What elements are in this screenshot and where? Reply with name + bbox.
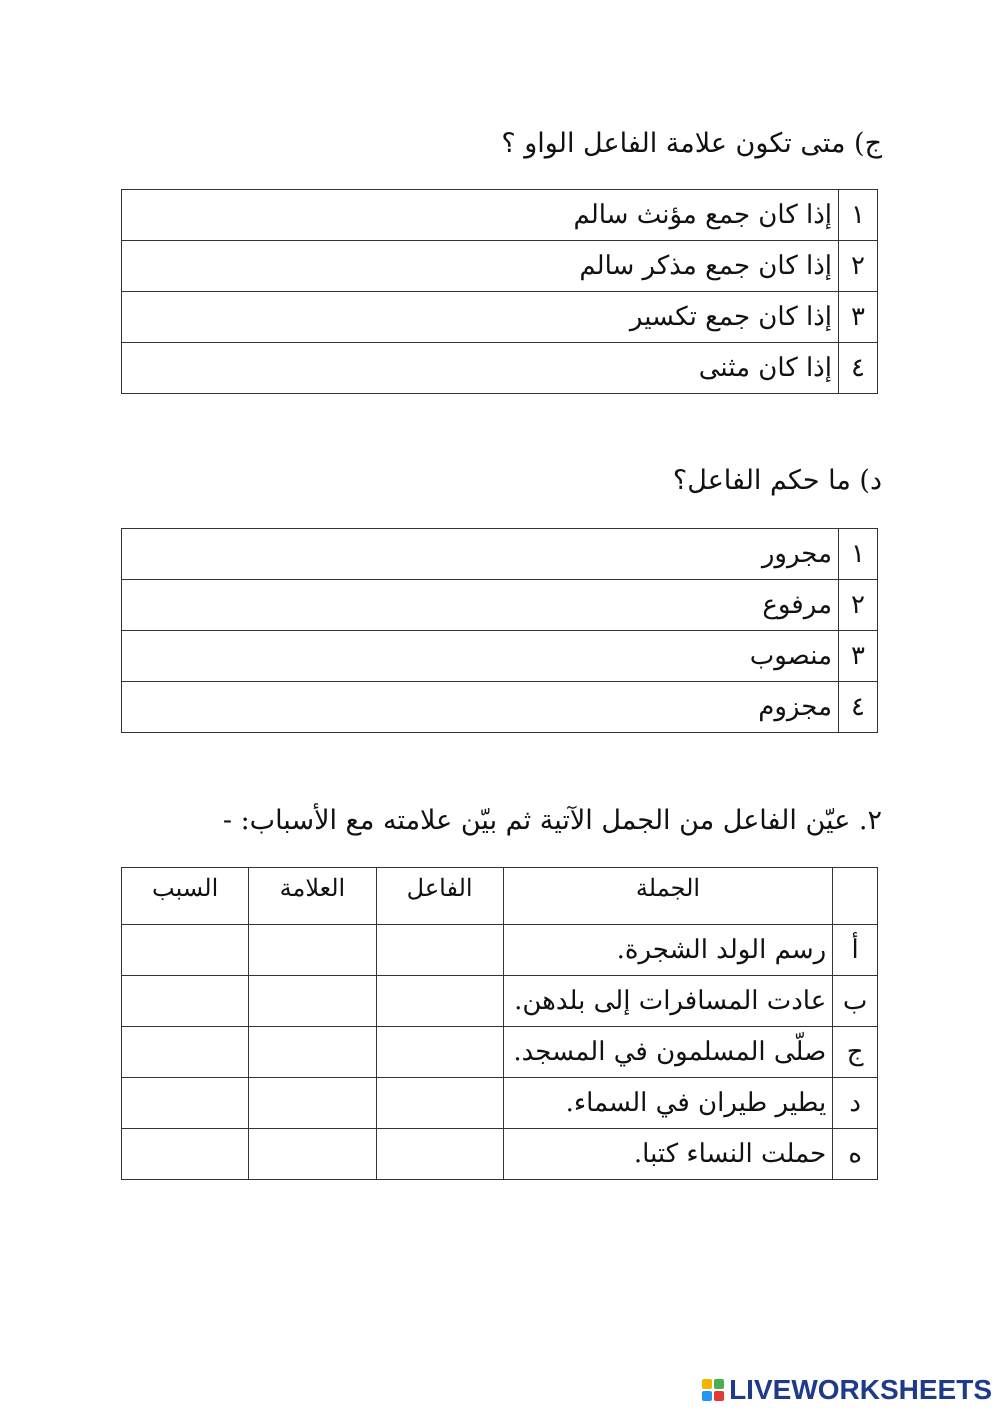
sign-answer-cell[interactable] (249, 976, 376, 1027)
row-letter: ه (833, 1129, 878, 1180)
header-sentence: الجملة (503, 868, 832, 925)
option-row[interactable] (122, 190, 878, 241)
row-letter: أ (833, 925, 878, 976)
sign-answer-cell[interactable] (249, 925, 376, 976)
question-c-options (121, 189, 878, 394)
option-text[interactable]: إذا كان جمع تكسير (122, 292, 839, 343)
reason-answer-cell[interactable] (122, 1078, 249, 1129)
option-text[interactable]: إذا كان جمع مؤنث سالم (122, 190, 839, 241)
option-number: ٣ (839, 292, 878, 343)
row-letter: ب (833, 976, 878, 1027)
sign-answer-cell[interactable] (249, 1027, 376, 1078)
option-row[interactable] (122, 682, 878, 733)
header-sign: العلامة (249, 868, 376, 925)
option-row[interactable] (122, 529, 878, 580)
row-letter: د (833, 1078, 878, 1129)
row-sentence: صلّى المسلمون في المسجد. (503, 1027, 832, 1078)
table-row (122, 1027, 878, 1078)
reason-answer-cell[interactable] (122, 1129, 249, 1180)
subject-answer-cell[interactable] (376, 1027, 503, 1078)
option-number: ٣ (839, 631, 878, 682)
option-text[interactable]: إذا كان مثنى (122, 343, 839, 394)
header-subject: الفاعل (376, 868, 503, 925)
table-row (122, 1129, 878, 1180)
subject-answer-cell[interactable] (376, 976, 503, 1027)
table-row (122, 976, 878, 1027)
table-row (122, 1078, 878, 1129)
option-row[interactable] (122, 292, 878, 343)
row-sentence: عادت المسافرات إلى بلدهن. (503, 976, 832, 1027)
option-number: ٢ (839, 241, 878, 292)
option-row[interactable] (122, 631, 878, 682)
option-row[interactable] (122, 580, 878, 631)
row-sentence: يطير طيران في السماء. (503, 1078, 832, 1129)
exercise-2-title: ٢. عيّن الفاعل من الجمل الآتية ثم بيّن علامته مع الأسباب: - (222, 805, 882, 836)
option-number: ٤ (839, 682, 878, 733)
option-text[interactable]: إذا كان جمع مذكر سالم (122, 241, 839, 292)
option-number: ١ (839, 190, 878, 241)
sign-answer-cell[interactable] (249, 1129, 376, 1180)
reason-answer-cell[interactable] (122, 1027, 249, 1078)
option-text[interactable]: مرفوع (122, 580, 839, 631)
question-d-title: د) ما حكم الفاعل؟ (672, 465, 882, 496)
subject-answer-cell[interactable] (376, 925, 503, 976)
header-reason: السبب (122, 868, 249, 925)
option-text[interactable]: مجرور (122, 529, 839, 580)
subject-answer-cell[interactable] (376, 1129, 503, 1180)
option-number: ٤ (839, 343, 878, 394)
header-letter (833, 868, 878, 925)
row-sentence: رسم الولد الشجرة. (503, 925, 832, 976)
logo-squares-icon (702, 1379, 724, 1401)
sign-answer-cell[interactable] (249, 1078, 376, 1129)
row-letter: ج (833, 1027, 878, 1078)
table-header-row (122, 868, 878, 925)
table-row (122, 925, 878, 976)
reason-answer-cell[interactable] (122, 925, 249, 976)
option-number: ١ (839, 529, 878, 580)
reason-answer-cell[interactable] (122, 976, 249, 1027)
option-row[interactable] (122, 241, 878, 292)
option-number: ٢ (839, 580, 878, 631)
question-d-options (121, 528, 878, 733)
option-text[interactable]: منصوب (122, 631, 839, 682)
option-text[interactable]: مجزوم (122, 682, 839, 733)
option-row[interactable] (122, 343, 878, 394)
subject-answer-cell[interactable] (376, 1078, 503, 1129)
row-sentence: حملت النساء كتبا. (503, 1129, 832, 1180)
question-c-title: ج) متى تكون علامة الفاعل الواو ؟ (501, 128, 882, 159)
liveworksheets-logo[interactable] (702, 1373, 992, 1407)
exercise-2-table (121, 867, 878, 1180)
logo-text: LIVEWORKSHEETS (729, 1374, 992, 1405)
